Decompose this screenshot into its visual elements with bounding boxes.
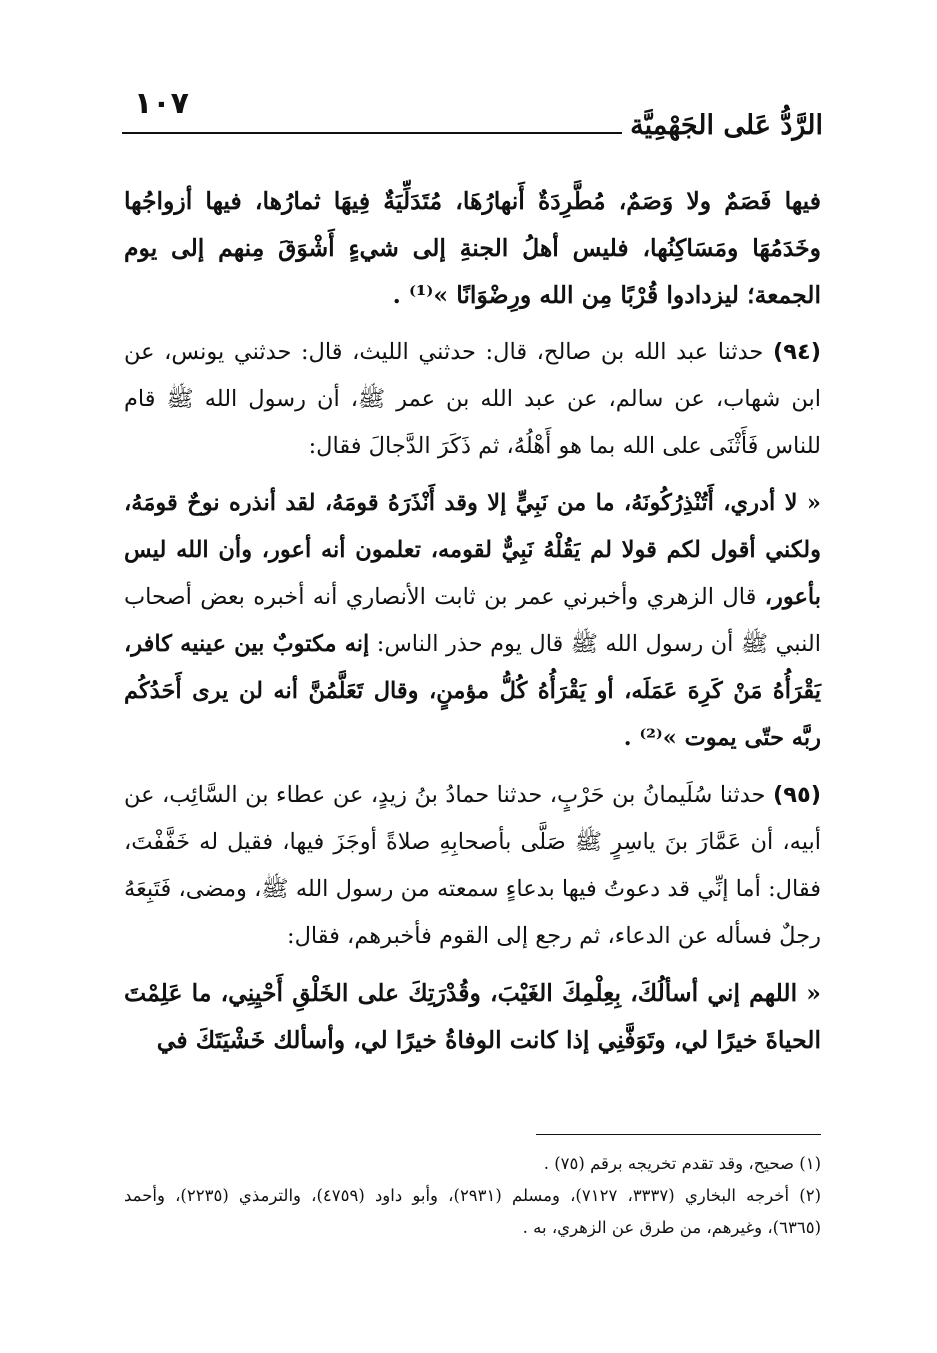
hadith-number-94: (٩٤) xyxy=(772,339,821,365)
zuhri-narration: قال الزهري وأخبرني عمر بن ثابت الأنصاري أنه أخبره بعض أصحاب النبي ﷺ أن رسول الله ﷺ قال يوم حذر الناس: xyxy=(124,584,821,657)
running-head xyxy=(122,82,823,152)
isnad-94: حدثنا عبد الله بن صالح، قال: حدثني الليث، قال: حدثني يونس، عن ابن شهاب، عن سالم، عن عبد الله بن عمر ﷺ، أن رسول الله ﷺ قام للناس فَأَثْنَى على الله بما هو أَهْلُهُ، ثم ذَكَرَ الدَّجالَ فقال: xyxy=(124,339,821,459)
main-text xyxy=(124,178,821,1074)
paragraph-94 xyxy=(124,329,821,470)
footnote-rule xyxy=(536,1134,821,1135)
footnotes xyxy=(124,1148,821,1244)
paragraph-94-matn xyxy=(124,480,821,762)
isnad-95: حدثنا سُلَيمانُ بن حَرْبٍ، حدثنا حمادُ بنُ زيدٍ، عن عطاء بن السَّائِب، عن أبيه، أن عَمَّارَ بنَ ياسِرٍ ﷺ صَلَّى بأصحابِهِ صلاةً أوجَزَ فيها، فقيل له خَفَّفْتَ، فقال: أما إنِّي قد دعوتُ فيها بدعاءٍ سمعته من رسول الله ﷺ، ومضى، فَتَبِعَهُ رجلٌ فسأله عن الدعاء، ثم رجع إلى القوم فأخبرهم، فقال: xyxy=(124,782,821,949)
matn-94-part2: إنه مكتوبٌ بين عينيه كافر، يَقْرَأُهُ مَنْ كَرِهَ عَمَلَه، أو يَقْرَأُهُ كُلُّ مؤمنٍ، وقال تَعَلَّمُنَّ أنه لن يرى أَحَدُكُم ربَّه حتّى يموت »⁽²⁾ . xyxy=(124,631,821,751)
matn-94-part1: « لا أدري، أَتُنْذِرُكُونَهُ، ما من نَبِيٍّ إلا وقد أَنْذَرَهُ قومَهُ، لقد أنذره نوحٌ قومَهُ، ولكني أقول لكم قولا لم يَقُلْهُ نَبِيٌّ لقومه، تعلمون أنه أعور، وأن الله ليس بأعور، xyxy=(124,490,821,610)
paragraph-hadith-end: فيها فَصَمٌ ولا وَصَمٌ، مُطَّرِدَةٌ أَنهارُهَا، مُتَدَلِّيَةٌ فِيهَا ثمارُها، فيها أزواجُها وخَدَمُهَا ومَسَاكِنُها، فليس أهلُ الجنةِ إلى شيءٍ أَشْوَقَ مِنهم إلى يوم الجمعة؛ ليزدادوا قُرْبًا مِن الله ورِضْوَانًا »⁽¹⁾ . xyxy=(124,187,821,309)
footnote-2: (٢) أخرجه البخاري (٣٣٣٧، ٧١٢٧)، ومسلم (٢٩٣١)، وأبو داود (٤٧٥٩)، والترمذي (٢٢٣٥)، وأحمد (٦٣٦٥)، وغيرهم، من طرق عن الزهري، به . xyxy=(124,1186,821,1237)
paragraph-95-matn: « اللهم إني أسألُكَ، بِعِلْمِكَ الغَيْبَ، وقُدْرَتِكَ على الخَلْقِ أَحْيِنِي، ما عَلِمْتَ الحياةَ خيرًا لي، وتَوَفَّنِي إذا كانت الوفاةُ خيرًا لي، وأسألك خَشْيَتَكَ في xyxy=(124,979,821,1054)
paragraph-95 xyxy=(124,772,821,960)
book-title: الرَّدُّ عَلى الجَهْمِيَّة xyxy=(622,110,823,141)
footnote-1: (١) صحيح، وقد تقدم تخريجه برقم (٧٥) . xyxy=(543,1154,821,1173)
hadith-number-95: (٩٥) xyxy=(772,782,821,808)
page-number: ١٠٧ xyxy=(134,86,189,121)
